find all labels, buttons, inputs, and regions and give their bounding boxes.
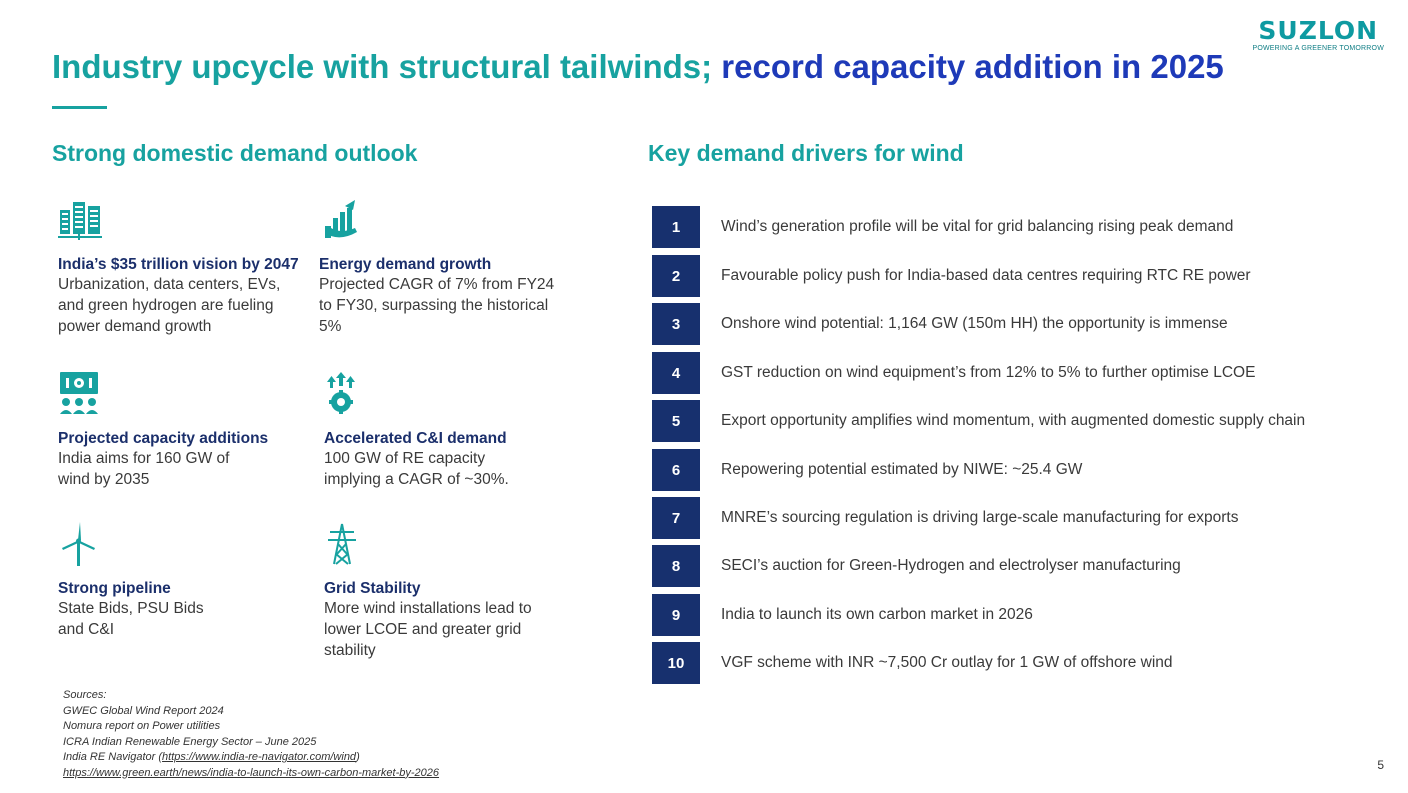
city-buildings-icon (58, 198, 106, 242)
driver-item (652, 594, 1372, 636)
driver-text: Export opportunity amplifies wind momentum, with augmented domestic supply chain (721, 412, 1306, 429)
title-part-2: record capacity addition in 2025 (721, 48, 1224, 85)
title-underline (52, 106, 107, 109)
sources-label: Sources: (63, 689, 107, 701)
right-section-heading: Key demand drivers for wind (648, 140, 964, 166)
driver-number: 3 (652, 303, 700, 345)
card-title: Grid Stability (324, 580, 421, 597)
driver-text: SECI’s auction for Green-Hydrogen and electrolyser manufacturing (721, 557, 1181, 574)
card-grid-stability (324, 522, 574, 661)
driver-item (652, 255, 1372, 297)
driver-item (652, 449, 1372, 491)
driver-item (652, 206, 1372, 248)
growth-chart-hand-icon (319, 198, 367, 242)
card-vision-2047 (58, 198, 308, 337)
card-accelerated-ci-demand (324, 372, 574, 490)
driver-text: India to launch its own carbon market in 2026 (721, 606, 1033, 623)
presentation-team-icon (58, 372, 106, 416)
left-section-heading: Strong domestic demand outlook (52, 140, 418, 166)
card-text: State Bids, PSU Bids and C&I (58, 600, 204, 638)
card-energy-demand-growth (319, 198, 569, 337)
card-text: 100 GW of RE capacity implying a CAGR of ~30%. (324, 450, 509, 488)
card-title: Energy demand growth (319, 256, 492, 273)
driver-number: 7 (652, 497, 700, 539)
driver-item (652, 545, 1372, 587)
wind-turbine-icon (58, 522, 106, 566)
driver-item (652, 352, 1372, 394)
page-title (52, 48, 1224, 86)
sources-footnote (63, 688, 439, 781)
gear-arrows-icon (324, 372, 372, 416)
card-title: Strong pipeline (58, 580, 171, 597)
carbon-market-link[interactable]: https://www.green.earth/news/india-to-launch-its-own-carbon-market-by-2026 (63, 766, 440, 779)
driver-item (652, 400, 1372, 442)
card-projected-capacity (58, 372, 308, 490)
driver-number: 6 (652, 449, 700, 491)
source-item: ICRA Indian Renewable Energy Sector – June 2025 (63, 735, 317, 748)
card-title: India’s $35 trillion vision by 2047 (58, 256, 299, 273)
driver-text: GST reduction on wind equipment’s from 12% to 5% to further optimise LCOE (721, 364, 1256, 381)
driver-text: Favourable policy push for India-based data centres requiring RTC RE power (721, 267, 1251, 284)
driver-number: 5 (652, 400, 700, 442)
driver-text: MNRE’s sourcing regulation is driving large-scale manufacturing for exports (721, 509, 1239, 526)
driver-number: 4 (652, 352, 700, 394)
source-item: GWEC Global Wind Report 2024 (63, 704, 224, 717)
transmission-tower-icon (324, 522, 372, 566)
title-part-1: Industry upcycle with structural tailwinds; (52, 48, 722, 85)
card-text: Projected CAGR of 7% from FY24 to FY30, surpassing the historical 5% (319, 276, 555, 335)
navigator-suffix: ) (356, 751, 360, 763)
navigator-prefix: India RE Navigator ( (63, 751, 163, 763)
source-item: Nomura report on Power utilities (63, 720, 221, 732)
card-text: More wind installations lead to lower LCOE and greater grid stability (324, 600, 532, 659)
logo-wordmark: SUZLON (1258, 16, 1379, 45)
logo-tagline: POWERING A GREENER TOMORROW (1252, 45, 1384, 52)
card-text: Urbanization, data centers, EVs, and green hydrogen are fueling power demand growth (58, 276, 281, 335)
driver-text: Repowering potential estimated by NIWE: ~25.4 GW (721, 461, 1083, 478)
card-strong-pipeline (58, 522, 308, 640)
driver-number: 10 (652, 642, 700, 684)
driver-item (652, 642, 1372, 684)
navigator-link[interactable]: https://www.india-re-navigator.com/wind (162, 751, 357, 763)
driver-number: 9 (652, 594, 700, 636)
driver-text: Wind’s generation profile will be vital for grid balancing rising peak demand (721, 218, 1234, 235)
page-number: 5 (1377, 758, 1384, 772)
source-item-navigator (63, 750, 439, 766)
driver-number: 8 (652, 545, 700, 587)
driver-item (652, 303, 1372, 345)
driver-text: VGF scheme with INR ~7,500 Cr outlay for 1 GW of offshore wind (721, 654, 1173, 671)
driver-number: 1 (652, 206, 700, 248)
card-title: Accelerated C&I demand (324, 430, 507, 447)
driver-item (652, 497, 1372, 539)
suzlon-logo (1252, 18, 1384, 52)
driver-number: 2 (652, 255, 700, 297)
card-title: Projected capacity additions (58, 430, 269, 447)
driver-text: Onshore wind potential: 1,164 GW (150m HH) the opportunity is immense (721, 315, 1228, 332)
card-text: India aims for 160 GW of wind by 2035 (58, 450, 230, 488)
